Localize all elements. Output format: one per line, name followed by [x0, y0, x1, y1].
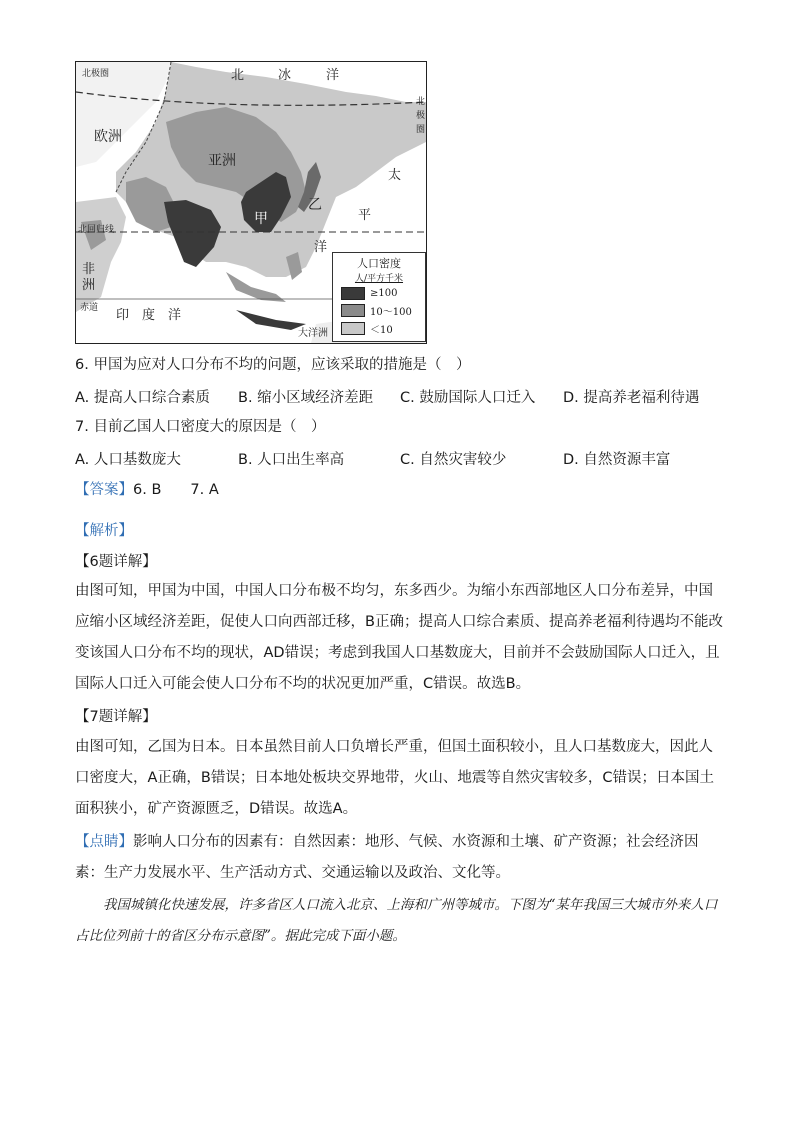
legend-swatch-low: [341, 322, 365, 335]
legend-label-mid: 10～100: [370, 307, 412, 318]
q6-detail-text: 由图可知，甲国为中国，中国人口分布极不均匀，东多西少。为缩小东西部地区人口分布差异，中国应缩小区域经济差距，促使人口向西部迁移，B正确；提高人口综合素质、提高养老福利待遇均不能改变该国人口分布不均的现状，AD错误；考虑到我国人口基数庞大，目前并不会鼓励国际人口迁入，且国际人口迁入可能会使人口分布不均的状况更加严重，C错误。故选B。: [75, 583, 723, 692]
q6-options: [0, 386, 794, 406]
answer-text: 6. B 7. A: [133, 482, 219, 498]
map-label-asia: 亚洲: [208, 153, 236, 169]
legend-label-low: ＜10: [370, 325, 393, 336]
legend-item: [341, 303, 425, 318]
q7-option-a: A. 人口基数庞大: [75, 452, 181, 468]
map-label-arctic-3: 洋: [326, 68, 340, 83]
population-density-map: [75, 61, 427, 344]
next-intro: 我国城镇化快速发展，许多省区人口流入北京、上海和广州等城市。下图为“某年我国三大城市外来人口占比位列前十的省区分布示意图”。据此完成下面小题。: [75, 897, 718, 944]
legend-unit: 人/平方千米: [354, 274, 404, 284]
legend-item: [341, 287, 425, 300]
q7-options: [0, 448, 794, 468]
legend-label-high: ≥100: [370, 288, 398, 299]
legend-title: 人口密度: [357, 257, 401, 270]
map-label-africa-2: 洲: [82, 278, 96, 293]
q6-option-d: D. 提高养老福利待遇: [563, 390, 700, 406]
q7-stem: 7. 目前乙国人口密度大的原因是（ ）: [75, 419, 326, 435]
map-legend: [332, 252, 426, 342]
point-tag: 【点睛】: [75, 834, 133, 850]
q6-detail-title: 【6题详解】: [75, 554, 157, 570]
africa-land: [76, 197, 126, 312]
legend-item: [341, 321, 425, 336]
q6-option-b: B. 缩小区域经济差距: [238, 390, 374, 406]
map-label-yi: 乙: [308, 197, 322, 213]
legend-swatch-high: [341, 287, 365, 300]
q7-detail-text: 由图可知，乙国为日本。日本虽然目前人口负增长严重，但国土面积较小，且人口基数庞大，因此人口密度大，A正确，B错误；日本地处板块交界地带，火山、地震等自然灾害较多，C错误；日本国土面积狭小，矿产资源匮乏，D错误。故选A。: [75, 739, 714, 817]
legend-items: [333, 287, 425, 336]
q7-detail-title: 【7题详解】: [75, 709, 157, 725]
map-label-pacific-2: 平: [358, 208, 372, 223]
analysis-tag: 【解析】: [75, 523, 133, 539]
map-label-africa-1: 非: [82, 262, 96, 277]
point-paragraph: [75, 827, 725, 889]
map-label-oceania: 大洋洲: [298, 328, 328, 339]
map-label-tropic: 北回归线: [78, 225, 115, 235]
map-label-arctic-2: 冰: [278, 68, 292, 83]
map-label-polar-right: 极: [416, 111, 426, 121]
map-label-jia: 甲: [254, 211, 268, 227]
q7-option-d: D. 自然资源丰富: [563, 452, 671, 468]
map-label-north-pole: 北极圈: [82, 69, 110, 79]
q7-option-c: C. 自然灾害较少: [400, 452, 507, 468]
answer-tag: 【答案】: [75, 482, 133, 498]
q6-stem: 6. 甲国为应对人口分布不均的问题，应该采取的措施是（ ）: [75, 357, 471, 373]
q7-option-b: B. 人口出生率高: [238, 452, 345, 468]
map-label-pacific-3: 洋: [314, 240, 328, 255]
map-label-equator: 赤道: [80, 303, 99, 313]
legend-swatch-mid: [341, 304, 365, 317]
map-label-europe: 欧洲: [94, 129, 122, 145]
q6-option-c: C. 鼓励国际人口迁入: [400, 390, 536, 406]
q6-option-a: A. 提高人口综合素质: [75, 390, 210, 406]
map-label-indian: 印 度 洋: [116, 308, 182, 323]
map-label-arctic-1: 北: [231, 68, 245, 83]
map-label-north-right: 北: [416, 97, 426, 107]
map-label-pacific-1: 太: [388, 168, 402, 183]
map-label-circle-right: 圈: [416, 125, 426, 135]
answer-line: [75, 480, 219, 500]
point-text: 影响人口分布的因素有：自然因素：地形、气候、水资源和土壤、矿产资源；社会经济因素：生产力发展水平、生产活动方式、交通运输以及政治、文化等。: [75, 834, 699, 881]
java-high-density: [236, 310, 306, 330]
